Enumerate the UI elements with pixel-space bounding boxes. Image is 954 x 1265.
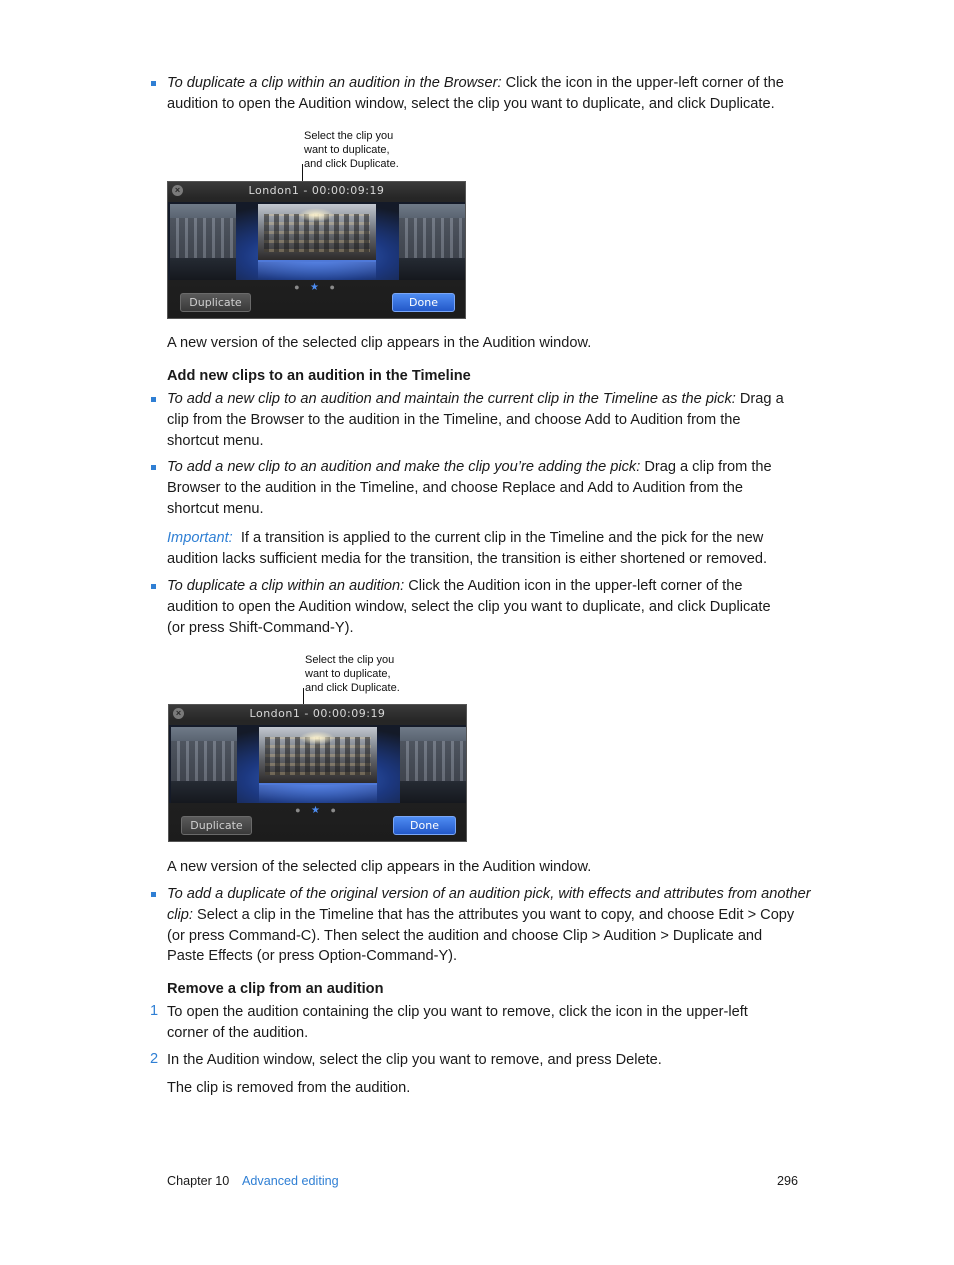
- star-icon: ★: [310, 282, 323, 293]
- callout-line: want to duplicate,: [304, 143, 390, 156]
- callout-line: Select the clip you: [305, 654, 395, 666]
- step-number: 1: [150, 1003, 159, 1019]
- duplicate-button[interactable]: Duplicate: [180, 293, 251, 312]
- audition-window[interactable]: [167, 181, 466, 319]
- body-text: Paste Effects (or press Option-Command-Y).: [167, 948, 458, 965]
- close-icon[interactable]: ×: [172, 185, 183, 196]
- result-text: A new version of the selected clip appears in the Audition window.: [167, 859, 592, 875]
- callout-text: [305, 654, 400, 695]
- close-icon[interactable]: ×: [173, 708, 184, 719]
- audition-title: London1 - 00:00:09:19: [248, 184, 385, 197]
- audition-window[interactable]: [168, 704, 467, 842]
- result-text: A new version of the selected clip appears in the Audition window.: [167, 335, 592, 351]
- pick-indicator: ● ★ ●: [294, 282, 339, 293]
- step-text: [167, 1050, 807, 1071]
- footer-section-link[interactable]: Advanced editing: [242, 1174, 339, 1188]
- done-button[interactable]: Done: [393, 816, 456, 835]
- heading-add-clips: Add new clips to an audition in the Timeline: [167, 368, 471, 384]
- body-text: corner of the audition.: [167, 1024, 309, 1041]
- star-icon: ★: [311, 805, 324, 816]
- paragraph-duplicate-browser: [167, 73, 807, 115]
- bullet: [151, 397, 156, 402]
- reflection: [259, 785, 377, 803]
- bullet: [151, 81, 156, 86]
- clip-thumbnail-left[interactable]: [170, 204, 236, 280]
- body-text: clip from the Browser to the audition in the Timeline, and choose Add to Audition from the: [167, 411, 741, 428]
- heading-remove-clip: Remove a clip from an audition: [167, 981, 384, 997]
- body-text: Browser to the audition in the Timeline, and choose Replace and Add to Audition from the: [167, 479, 744, 496]
- clip-thumbnail-right[interactable]: [399, 204, 465, 280]
- paragraph-duplicate-audition: [167, 576, 807, 638]
- footer-chapter: Chapter 10: [167, 1174, 230, 1188]
- bullet: [151, 892, 156, 897]
- callout-text: [304, 130, 399, 171]
- result-text: The clip is removed from the audition.: [167, 1080, 411, 1096]
- clip-thumbnail-selected[interactable]: [258, 204, 376, 262]
- callout-line: and click Duplicate.: [304, 157, 399, 170]
- body-text: In the Audition window, select the clip you want to remove, and press Delete.: [167, 1052, 662, 1068]
- body-text: (or press Command-C). Then select the audition and choose Clip > Audition > Duplicate and: [167, 927, 763, 944]
- lead-text: To duplicate a clip within an audition in the Browser:: [167, 75, 502, 91]
- callout-line: Select the clip you: [304, 130, 394, 142]
- paragraph-paste-effects: [167, 884, 817, 967]
- body-text: shortcut menu.: [167, 500, 264, 517]
- paragraph-add-pick: [167, 457, 807, 519]
- important-label: Important:: [167, 530, 233, 546]
- clip-carousel[interactable]: [168, 202, 465, 280]
- body-text: (or press Shift-Command-Y).: [167, 619, 354, 636]
- clip-thumbnail-left[interactable]: [171, 727, 237, 803]
- step-number: 2: [150, 1051, 159, 1067]
- clip-thumbnail-selected[interactable]: [259, 727, 377, 785]
- callout-line: want to duplicate,: [305, 667, 391, 680]
- lead-text: To duplicate a clip within an audition:: [167, 578, 405, 594]
- clip-thumbnail-right[interactable]: [400, 727, 466, 803]
- body-text: audition to open the Audition window, select the clip you want to duplicate, and click Duplicate.: [167, 95, 775, 112]
- lead-text: clip:: [167, 906, 193, 923]
- step-text: [167, 1002, 807, 1044]
- body-text: If a transition is applied to the current clip in the Timeline and the pick for the new: [240, 530, 764, 546]
- body-text: shortcut menu.: [167, 432, 264, 449]
- reflection: [258, 262, 376, 280]
- body-text: Click the Audition icon in the upper-left corner of the: [408, 578, 743, 594]
- bullet: [151, 584, 156, 589]
- body-text: audition to open the Audition window, select the clip you want to duplicate, and click Duplicate: [167, 598, 771, 615]
- body-text: Select a clip in the Timeline that has the attributes you want to copy, and choose Edit > Copy: [197, 906, 795, 923]
- body-text: To open the audition containing the clip you want to remove, click the icon in the upper-left: [167, 1004, 748, 1020]
- lead-text: To add a new clip to an audition and make the clip you’re adding the pick:: [167, 459, 641, 475]
- body-text: audition lacks sufficient media for the transition, the transition is either shortened or removed.: [167, 550, 768, 567]
- page-number: 296: [777, 1174, 799, 1188]
- body-text: Drag a: [739, 391, 784, 407]
- paragraph-add-maintain: [167, 389, 807, 451]
- clip-carousel[interactable]: [169, 725, 466, 803]
- duplicate-button[interactable]: Duplicate: [181, 816, 252, 835]
- pick-indicator: ● ★ ●: [295, 805, 340, 816]
- lead-text: To add a duplicate of the original version of an audition pick, with effects and attributes from another: [167, 886, 811, 902]
- important-note: [167, 528, 807, 570]
- callout-line: and click Duplicate.: [305, 681, 400, 694]
- body-text: Drag a clip from the: [644, 459, 772, 475]
- done-button[interactable]: Done: [392, 293, 455, 312]
- bullet: [151, 465, 156, 470]
- body-text: Click the icon in the upper-left corner of the: [505, 75, 784, 91]
- audition-title: London1 - 00:00:09:19: [249, 707, 386, 720]
- lead-text: To add a new clip to an audition and maintain the current clip in the Timeline as the pick:: [167, 391, 736, 407]
